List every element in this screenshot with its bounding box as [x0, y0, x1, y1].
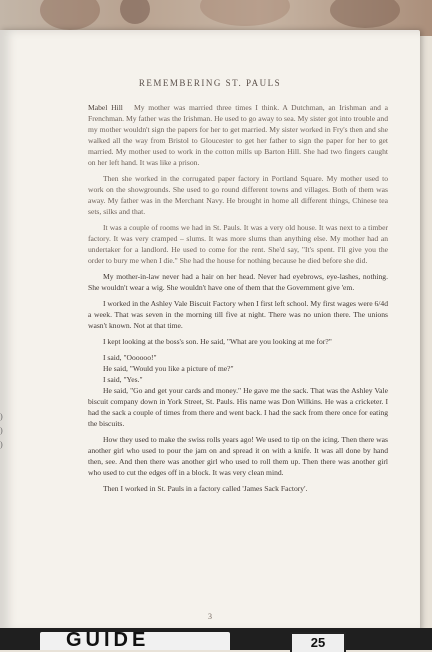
paragraph: It was a couple of rooms we had in St. Pauls. It was a very old house. It was next to a timber factory. It was very cramped – slums. It was more slums than anything else. My mother had an undertaker for a landlord. He used to come for the rent. She'd say, "It's spent. I'll give you the order to bury me when I die." She had the house for nothing because he died before she did. — [88, 223, 388, 265]
paragraph: Then I worked in St. Pauls in a factory called 'James Sack Factory'. — [103, 484, 308, 493]
paragraph: Then she worked in the corrugated paper factory in Portland Square. My mother used to work on the showgrounds. She used to go round different towns and villages. Both of them was away. My father was in the Merchant Navy. He brought in home all different things, Chinese tea sets, silks and that. — [88, 174, 388, 216]
paragraph: He said, "Go and get your cards and money." He gave me the sack. That was the Ashley Vale biscuit company down in York Street, St. Pauls. His name was Don Wilkins. He was a cricketer. I had the sack a couple of times from there and went back. I had the sack from there once for eating the biscuits. — [88, 386, 388, 428]
paragraph: I said, "Yes." — [103, 375, 143, 384]
paragraph: My mother-in-law never had a hair on her head. Never had eyebrows, eye-lashes, nothing. She wouldn't wear a wig. She wouldn't have one of them that the Government give 'em. — [88, 272, 388, 292]
speaker-name: Mabel Hill — [88, 103, 123, 112]
background-badge: 25 — [290, 632, 346, 652]
paragraph-text: My mother was married three times I think. A Dutchman, an Irishman and a Frenchman. My father was the Irishman. He used to go away to sea. My sister got into trouble and my mother wouldn't sign the papers for her to get married. My sister worked in Fry's then and she walked all the way from Bristol to Gloucester to get her father to sign the paper for her to get married. My mother used to work in the cotton mills up Barton Hill. She had two fingers caught on her left hand. It was like a prison. — [88, 103, 388, 167]
page-number: 3 — [208, 612, 212, 621]
paragraph: I kept looking at the boss's son. He said, "What are you looking at me for?" — [103, 337, 332, 346]
background-card-text: GUIDE — [66, 629, 150, 651]
paragraph: He said, "Would you like a picture of me?" — [103, 364, 234, 373]
book-page — [0, 30, 420, 632]
paragraph: I said, "Oooooo!" — [103, 353, 157, 362]
paragraph — [88, 102, 388, 168]
page-title: REMEMBERING ST. PAULS — [138, 78, 282, 88]
page-body — [88, 102, 388, 499]
paragraph: How they used to make the swiss rolls years ago! We used to tip on the icing. Then there was another girl who used to pour the jam on and spread it on with a knife. It was all done by hand then, see. And then there was another girl who used to roll them up. Then there was another girl who used to cut the edges off in a block. It was very clean mind. — [88, 435, 388, 477]
binding-marks: ) ) ) — [0, 412, 3, 449]
paragraph: I worked in the Ashley Vale Biscuit Factory when I first left school. My first wages were 6/4d a week. That was seven in the morning till five at night. There was no union there. The unions wasn't known. Not at that time. — [88, 299, 388, 330]
